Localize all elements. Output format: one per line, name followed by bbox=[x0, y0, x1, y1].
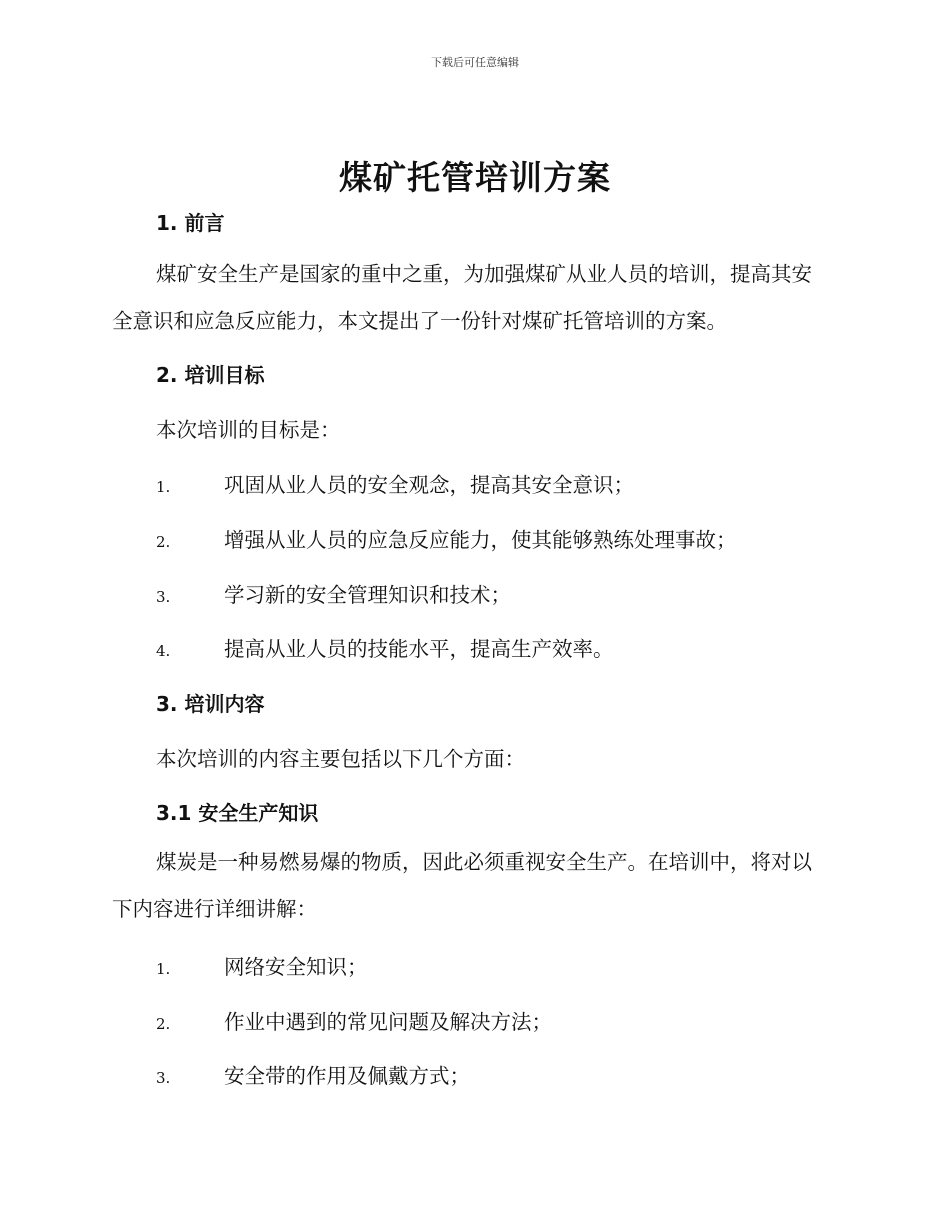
section-3-intro: 本次培训的内容主要包括以下几个方面： bbox=[156, 747, 525, 771]
list-item bbox=[156, 468, 856, 498]
section-1-paragraph: 煤矿安全生产是国家的重中之重，为加强煤矿从业人员的培训，提高其安全意识和应急反应能力，本文提出了一份针对煤矿托管培训的方案。 bbox=[112, 262, 812, 333]
list-item-number: 3. bbox=[156, 588, 171, 606]
header-note: 下载后可任意编辑 bbox=[431, 56, 519, 69]
list-item-text: 提高从业人员的技能水平，提高生产效率。 bbox=[224, 637, 614, 661]
list-item-number: 3. bbox=[156, 1069, 171, 1087]
list-item-text: 安全带的作用及佩戴方式； bbox=[224, 1064, 470, 1088]
list-item-number: 1. bbox=[156, 960, 171, 978]
list-item-number: 2. bbox=[156, 533, 171, 551]
list-item bbox=[156, 1005, 856, 1035]
list-item-text: 网络安全知识； bbox=[224, 955, 368, 979]
section-heading-2: 2. 培训目标 bbox=[156, 363, 265, 387]
list-item bbox=[156, 578, 856, 608]
list-item bbox=[156, 950, 856, 980]
section-heading-3: 3. 培训内容 bbox=[156, 692, 265, 716]
document-title: 煤矿托管培训方案 bbox=[339, 158, 611, 197]
list-item-text: 增强从业人员的应急反应能力，使其能够熟练处理事故； bbox=[224, 528, 737, 552]
subsection-heading-3-1: 3.1 安全生产知识 bbox=[156, 801, 319, 825]
subsection-3-1-paragraph: 煤炭是一种易燃易爆的物质，因此必须重视安全生产。在培训中，将对以下内容进行详细讲解： bbox=[112, 850, 812, 921]
list-item-number: 4. bbox=[156, 642, 171, 660]
list-item-text: 学习新的安全管理知识和技术； bbox=[224, 583, 511, 607]
list-item-text: 巩固从业人员的安全观念，提高其安全意识； bbox=[224, 473, 634, 497]
list-item-number: 1. bbox=[156, 478, 171, 496]
list-item bbox=[156, 1059, 856, 1089]
section-2-intro: 本次培训的目标是： bbox=[156, 418, 341, 442]
list-item-text: 作业中遇到的常见问题及解决方法； bbox=[224, 1010, 552, 1034]
list-item-number: 2. bbox=[156, 1015, 171, 1033]
list-item bbox=[156, 523, 856, 553]
section-heading-1: 1. 前言 bbox=[156, 211, 225, 235]
list-item bbox=[156, 632, 856, 662]
